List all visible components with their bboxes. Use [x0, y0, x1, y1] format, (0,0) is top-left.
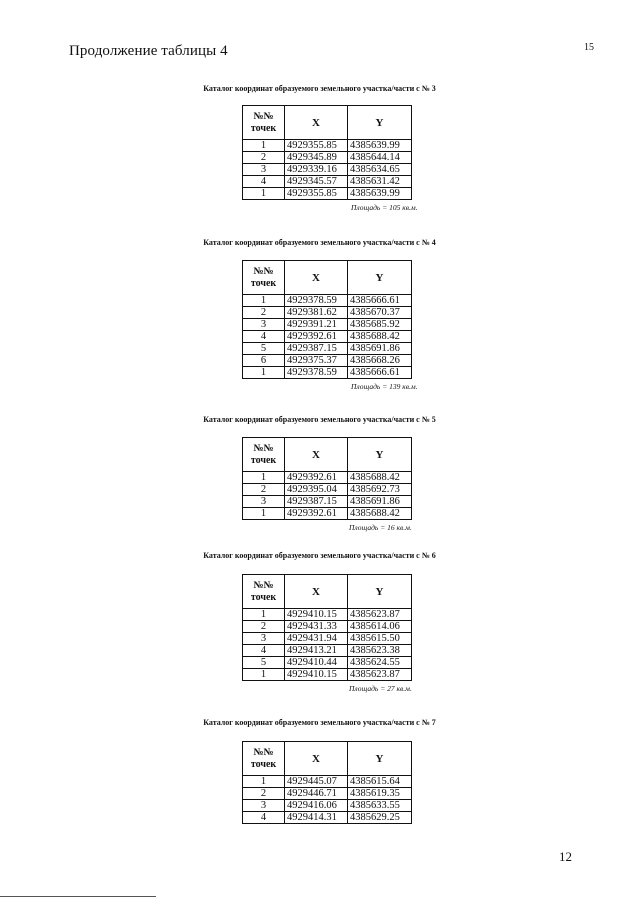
y-value-cell: 4385666.61: [348, 295, 412, 307]
point-number-cell: 1: [243, 188, 285, 200]
y-header: Y: [348, 438, 412, 472]
point-number-cell: 4: [243, 645, 285, 657]
y-value-cell: 4385644.14: [348, 152, 412, 164]
table-row: [243, 621, 412, 633]
point-number-cell: 2: [243, 621, 285, 633]
x-value-cell: 4929410.15: [285, 609, 348, 621]
y-value-cell: 4385691.86: [348, 496, 412, 508]
table-row: [243, 140, 412, 152]
y-header: Y: [348, 575, 412, 609]
coordinates-table: [242, 105, 412, 200]
point-number-cell: 3: [243, 800, 285, 812]
table-header-row: [243, 438, 412, 472]
y-header: Y: [348, 106, 412, 140]
y-header: Y: [348, 261, 412, 295]
x-value-cell: 4929446.71: [285, 788, 348, 800]
catalog-title: Каталог координат образуемого земельного участка/части с № 4: [203, 238, 436, 247]
y-value-cell: 4385692.73: [348, 484, 412, 496]
point-number-cell: 5: [243, 343, 285, 355]
y-value-cell: 4385688.42: [348, 472, 412, 484]
x-value-cell: 4929378.59: [285, 295, 348, 307]
x-value-cell: 4929431.94: [285, 633, 348, 645]
y-value-cell: 4385691.86: [348, 343, 412, 355]
x-value-cell: 4929431.33: [285, 621, 348, 633]
point-number-cell: 4: [243, 176, 285, 188]
point-number-cell: 3: [243, 319, 285, 331]
table-row: [243, 657, 412, 669]
x-value-cell: 4929413.21: [285, 645, 348, 657]
y-value-cell: 4385685.92: [348, 319, 412, 331]
y-value-cell: 4385615.50: [348, 633, 412, 645]
x-value-cell: 4929355.85: [285, 140, 348, 152]
coordinates-table: [242, 574, 412, 681]
point-number-cell: 2: [243, 152, 285, 164]
x-value-cell: 4929410.15: [285, 669, 348, 681]
point-number-header: [243, 575, 285, 609]
point-number-cell: 4: [243, 812, 285, 824]
y-value-cell: 4385631.42: [348, 176, 412, 188]
coordinates-table: [242, 437, 412, 520]
catalog-title: Каталог координат образуемого земельного участка/части с № 6: [203, 551, 436, 560]
point-number-header-line1: №№: [253, 265, 274, 277]
catalog-title: Каталог координат образуемого земельного участка/части с № 3: [203, 84, 436, 93]
area-note: Площадь = 27 кв.м.: [349, 684, 412, 693]
point-number-header-line1: №№: [253, 746, 274, 758]
x-header: X: [285, 106, 348, 140]
y-value-cell: 4385670.37: [348, 307, 412, 319]
x-value-cell: 4929395.04: [285, 484, 348, 496]
y-value-cell: 4385614.06: [348, 621, 412, 633]
table-row: [243, 164, 412, 176]
point-number-cell: 4: [243, 331, 285, 343]
y-header: Y: [348, 742, 412, 776]
table-row: [243, 645, 412, 657]
catalog-title: Каталог координат образуемого земельного участка/части с № 5: [203, 415, 436, 424]
point-number-header-line1: №№: [253, 442, 274, 454]
point-number-header-line2: точек: [250, 122, 277, 134]
table-row: [243, 367, 412, 379]
x-value-cell: 4929381.62: [285, 307, 348, 319]
x-value-cell: 4929416.06: [285, 800, 348, 812]
footer-rule: [0, 896, 156, 897]
area-note: Площадь = 139 кв.м.: [351, 382, 418, 391]
table-row: [243, 633, 412, 645]
point-number-cell: 2: [243, 307, 285, 319]
table-row: [243, 319, 412, 331]
x-value-cell: 4929392.61: [285, 331, 348, 343]
x-value-cell: 4929391.21: [285, 319, 348, 331]
x-value-cell: 4929345.89: [285, 152, 348, 164]
table-row: [243, 176, 412, 188]
x-header: X: [285, 575, 348, 609]
table-row: [243, 776, 412, 788]
x-value-cell: 4929345.57: [285, 176, 348, 188]
y-value-cell: 4385666.61: [348, 367, 412, 379]
y-value-cell: 4385668.26: [348, 355, 412, 367]
point-number-cell: 1: [243, 609, 285, 621]
point-number-cell: 3: [243, 496, 285, 508]
x-value-cell: 4929339.16: [285, 164, 348, 176]
point-number-header-line1: №№: [253, 110, 274, 122]
table-row: [243, 484, 412, 496]
x-value-cell: 4929414.31: [285, 812, 348, 824]
x-header: X: [285, 261, 348, 295]
coordinates-table: [242, 741, 412, 824]
x-value-cell: 4929355.85: [285, 188, 348, 200]
table-row: [243, 496, 412, 508]
point-number-header-line1: №№: [253, 579, 274, 591]
table-row: [243, 800, 412, 812]
table-row: [243, 669, 412, 681]
y-value-cell: 4385688.42: [348, 508, 412, 520]
point-number-cell: 2: [243, 788, 285, 800]
x-header: X: [285, 742, 348, 776]
x-value-cell: 4929378.59: [285, 367, 348, 379]
table-row: [243, 472, 412, 484]
y-value-cell: 4385629.25: [348, 812, 412, 824]
point-number-cell: 1: [243, 776, 285, 788]
y-value-cell: 4385688.42: [348, 331, 412, 343]
catalog-title: Каталог координат образуемого земельного участка/части с № 7: [203, 718, 436, 727]
table-row: [243, 307, 412, 319]
continuation-heading: Продолжение таблицы 4: [69, 43, 228, 59]
point-number-cell: 1: [243, 508, 285, 520]
table-header-row: [243, 575, 412, 609]
y-value-cell: 4385624.55: [348, 657, 412, 669]
table-row: [243, 508, 412, 520]
y-value-cell: 4385623.87: [348, 609, 412, 621]
point-number-header-line2: точек: [250, 591, 277, 603]
x-value-cell: 4929392.61: [285, 472, 348, 484]
table-row: [243, 188, 412, 200]
y-value-cell: 4385634.65: [348, 164, 412, 176]
point-number-header-line2: точек: [250, 454, 277, 466]
table-header-row: [243, 261, 412, 295]
point-number-cell: 6: [243, 355, 285, 367]
table-row: [243, 331, 412, 343]
point-number-header-line2: точек: [250, 277, 277, 289]
y-value-cell: 4385623.87: [348, 669, 412, 681]
point-number-cell: 1: [243, 295, 285, 307]
point-number-header-line2: точек: [250, 758, 277, 770]
table-row: [243, 343, 412, 355]
y-value-cell: 4385619.35: [348, 788, 412, 800]
x-value-cell: 4929387.15: [285, 343, 348, 355]
area-note: Площадь = 105 кв.м.: [351, 203, 418, 212]
y-value-cell: 4385623.38: [348, 645, 412, 657]
table-row: [243, 295, 412, 307]
point-number-cell: 3: [243, 164, 285, 176]
table-header-row: [243, 106, 412, 140]
point-number-header: [243, 742, 285, 776]
x-value-cell: 4929410.44: [285, 657, 348, 669]
point-number-cell: 3: [243, 633, 285, 645]
point-number-header: [243, 438, 285, 472]
x-value-cell: 4929445.07: [285, 776, 348, 788]
x-value-cell: 4929392.61: [285, 508, 348, 520]
point-number-header: [243, 261, 285, 295]
table-row: [243, 609, 412, 621]
point-number-cell: 1: [243, 472, 285, 484]
point-number-cell: 5: [243, 657, 285, 669]
table-row: [243, 788, 412, 800]
point-number-cell: 1: [243, 367, 285, 379]
y-value-cell: 4385639.99: [348, 188, 412, 200]
y-value-cell: 4385639.99: [348, 140, 412, 152]
table-header-row: [243, 742, 412, 776]
point-number-cell: 1: [243, 669, 285, 681]
point-number-header: [243, 106, 285, 140]
y-value-cell: 4385633.55: [348, 800, 412, 812]
x-value-cell: 4929387.15: [285, 496, 348, 508]
coordinates-table: [242, 260, 412, 379]
x-header: X: [285, 438, 348, 472]
corner-page-number: 15: [584, 42, 594, 53]
table-row: [243, 812, 412, 824]
y-value-cell: 4385615.64: [348, 776, 412, 788]
page-number: 12: [559, 849, 572, 864]
area-note: Площадь = 16 кв.м.: [349, 523, 412, 532]
table-row: [243, 355, 412, 367]
point-number-cell: 1: [243, 140, 285, 152]
table-row: [243, 152, 412, 164]
point-number-cell: 2: [243, 484, 285, 496]
x-value-cell: 4929375.37: [285, 355, 348, 367]
